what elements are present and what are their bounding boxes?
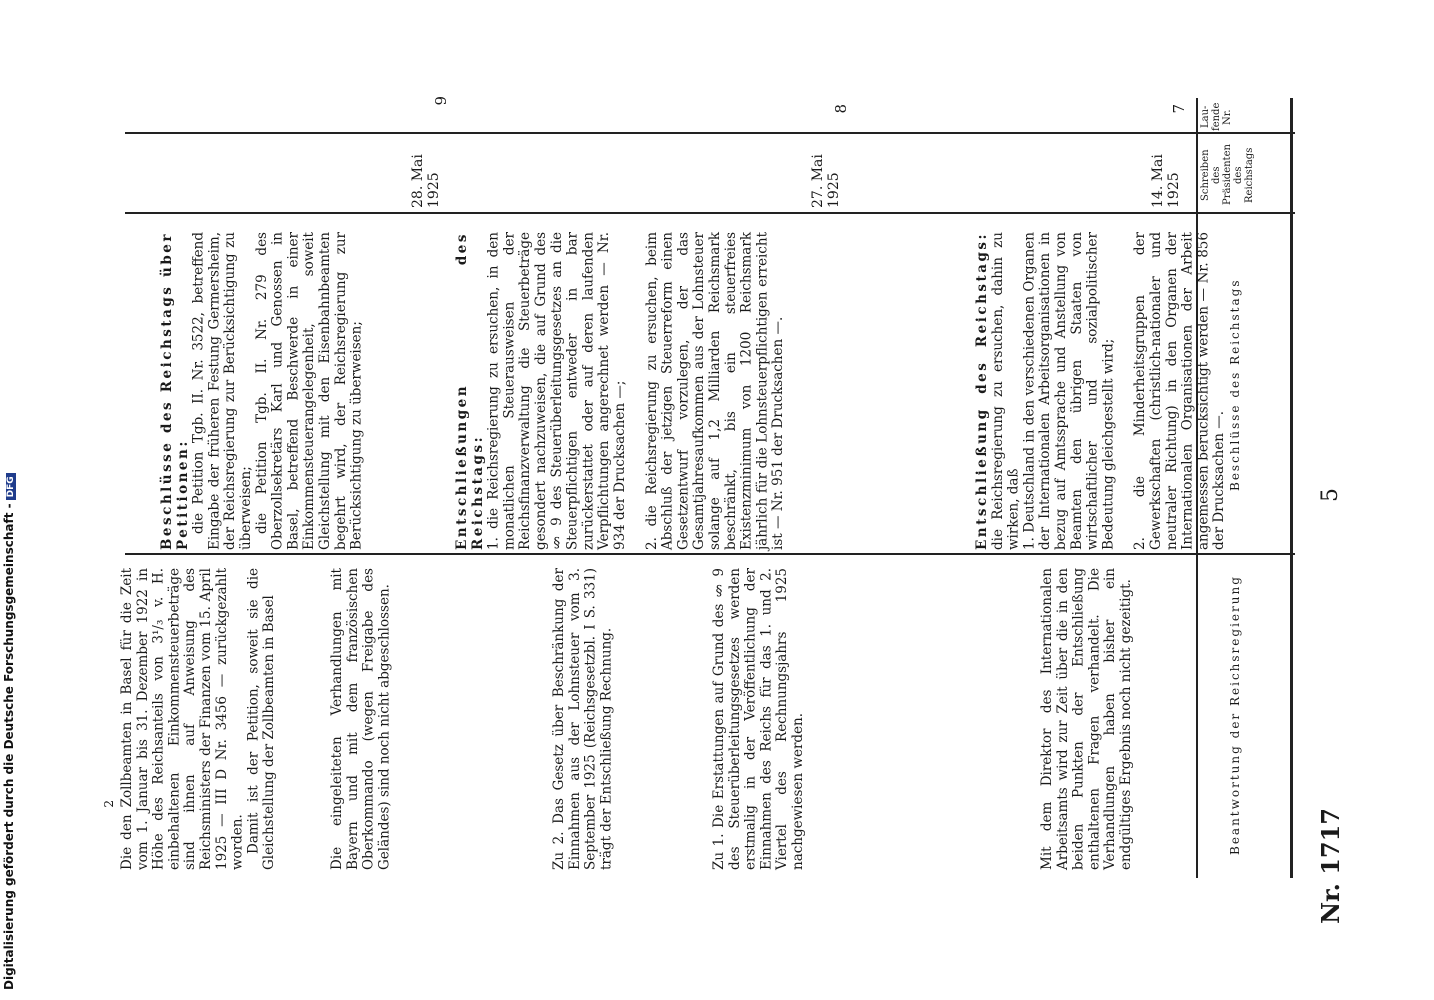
funding-note-text: Digitalisierung gefördert durch die Deutsche Forschungsgemeinschaft - — [2, 503, 16, 990]
table-rule-col1 — [125, 132, 1295, 134]
row-7-number-cell: 7 — [1170, 104, 1188, 114]
header-president-letter: Schreiben des Präsidenten des Reichstags — [1200, 144, 1255, 206]
row-9-answer-2 — [120, 568, 325, 870]
document-number-label: Nr. 1717 — [1316, 808, 1345, 924]
funding-note — [2, 473, 16, 990]
row-9-heading: Beschlüsse des Reichstags über Petitionen: — [159, 232, 191, 550]
row-9-answer-3-text: Damit ist der Petition, soweit sie die Gleichstellung der Zollbeamten in Basel — [245, 568, 278, 870]
row-7-lead: die Reichsregierung zu ersuchen, dahin zu wirken, daß — [989, 232, 1022, 550]
table-rule-col3 — [125, 553, 1295, 555]
header-government-answer: Beantwortung der Reichsregierung — [1228, 575, 1242, 855]
row-9-resolution-cell — [160, 232, 445, 550]
table-rule-outer — [1290, 98, 1293, 878]
row-8-resolution-cell — [455, 232, 835, 550]
dfg-logo: DFG — [6, 473, 16, 500]
row-7-resolution-cell — [974, 232, 1228, 550]
row-7-date-cell: 14. Mai 1925 — [1150, 154, 1182, 208]
row-9-petition-2: die Petition Tgb. II. Nr. 279 des Oberzollsekretärs Karl und Genossen in Basel, betreffend Beschwerde in einer Einkommensteuerangelegenheit, soweit Gleichstellung mit den Eisenbahnbeamten begehrt wird, der Reichsregierung zur Berücksichtigung zu überweisen; — [253, 232, 365, 550]
page-number-label: 5 — [1318, 488, 1343, 502]
row-9-date-cell: 28. Mai 1925 — [410, 154, 442, 208]
row-9-answer-1: Die eingeleiteten Verhandlungen mit Bayern und mit dem französischen Oberkommando (wegen Freigabe des Geländes) sind noch nicht abgeschlossen. — [329, 568, 393, 870]
row-9-number-cell: 9 — [432, 96, 450, 106]
header-resolutions: Beschlüsse des Reichstags — [1228, 278, 1242, 492]
row-8-heading: Entschließungen des Reichstags: — [454, 232, 486, 550]
row-8-point-2: 2. die Reichsregierung zu ersuchen, beim Abschluß der jetzigen Steuerreform einen Gesetzentwurf vorzulegen, der das Gesamtjahresaufkommen aus der Lohnsteuer solange auf 1,2 Milliarden Reichsmark beschränkt, bis ein steuerfreies Existenzminimum von 1200 Reichsmark jährlich für die Lohnsteuerpflichtigen erreicht ist — Nr. 951 der Drucksachen —. — [643, 232, 787, 550]
row-7-point-1: 1. Deutschland in den verschiedenen Organen der Internationalen Arbeitsorganisationen in bezug auf Amtssprache und Anstellung von Beamten den übrigen Staaten von wirtschaftlicher und sozialpolitischer Bedeutung gleichgestellt wird; — [1021, 232, 1117, 550]
table-rule-col2 — [125, 212, 1295, 214]
row-8-answer-2: Zu 2. Das Gesetz über Beschränkung der Einnahmen aus der Lohnsteuer vom 3. September 1925 (Reichsgesetzbl. I S. 331) trägt der Entschließung Rechnung. — [551, 568, 615, 870]
row-8-date-cell: 27. Mai 1925 — [810, 154, 842, 208]
row-9-petition-1: die Petition Tgb. II. Nr. 3522, betreffend Eingabe der früheren Festung Germersheim, der Reichsregierung zur Berücksichtigung zu überweisen; — [190, 232, 254, 550]
row-7-heading: Entschließung des Reichstags: — [974, 232, 990, 550]
row-8-answer-1: Zu 1. Die Erstattungen auf Grund des § 9 des Steuerüberleitungsgesetzes werden erstmalig in der Veröffentlichung der Einnahmen des Reichs für das 1. und 2. Viertel des Rechnungsjahrs 1925 nachgewiesen werden. — [711, 568, 806, 870]
signature-mark: 2 — [102, 800, 116, 808]
header-running-number: Lau- fende Nr. — [1200, 102, 1233, 132]
row-7-point-2: 2. die Minderheitsgruppen der Gewerkschaften (christlich-nationaler und neutraler Richtung) in den Organen der Internationalen Organisationen der Arbeit angemessen berücksichtigt werden — Nr. 856 der Drucksachen —. — [1132, 232, 1228, 550]
row-8-number-cell: 8 — [832, 104, 850, 114]
row-9-answer-2-text: Die den Zollbeamten in Basel für die Zeit vom 1. Januar bis 31. Dezember 1922 in Höhe des Reichsanteils von 3¹/₃ v. H. einbehaltenen Einkommensteuerbeträge sind ihnen auf Anweisung des Reichsministers der Finanzen vom 15. April 1925 — III D Nr. 3456 — zurückgezahlt worden. — [119, 568, 246, 870]
row-8-point-1: 1. die Reichsregierung zu ersuchen, in den monatlichen Steuerausweisen der Reichsfinanzverwaltung die Steuerbeträge gesondert nachzuweisen, die auf Grund des § 9 des Steuerüberleitungsgesetzes an die Steuerpflichtigen entweder in bar zurückerstattet oder auf deren laufenden Verpflichtungen angerechnet werden — Nr. 934 der Drucksachen —; — [485, 232, 628, 550]
row-7-answer-cell: Mit dem Direktor des Internationalen Arbeitsamts wird zur Zeit über die in den beiden Punkten der Entschließung enthaltenen Fragen verhandelt. Die Verhandlungen haben bisher ein endgültiges Ergebnis noch nicht gezeitigt. — [1039, 568, 1134, 870]
